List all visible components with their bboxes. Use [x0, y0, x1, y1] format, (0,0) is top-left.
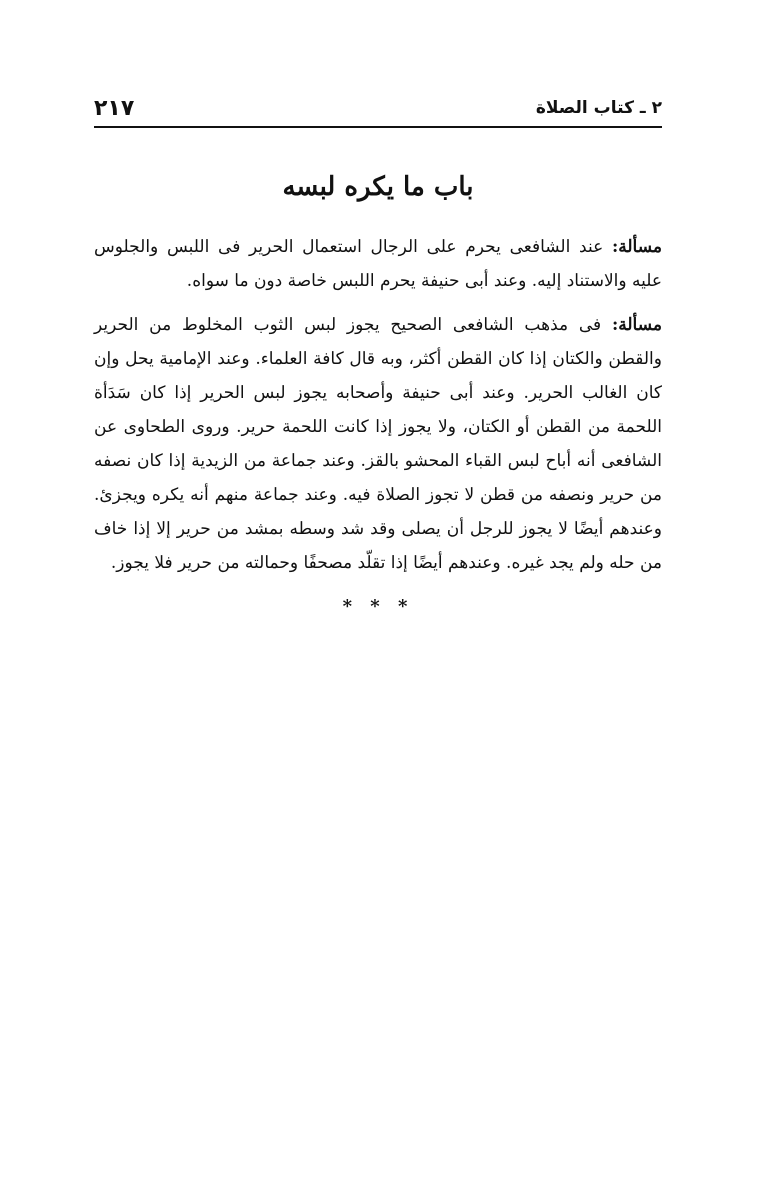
issue-label: مسألة: [611, 315, 662, 335]
section-end-marker: * * * [342, 596, 414, 617]
running-head [94, 88, 662, 128]
issue-label: مسألة: [611, 237, 663, 257]
issue-paragraph [94, 230, 662, 298]
chapter-title: ٢ ـ كتاب الصلاة [535, 98, 662, 118]
issue-paragraph [94, 308, 662, 580]
page-number: ٢١٧ [94, 96, 135, 121]
issue-text: فى مذهب الشافعى الصحيح يجوز لبس الثوب المخلوط من الحرير والقطن والكتان إذا كان القطن أكثر، وبه قال كافة العلماء. وعند الإمامية يحل وإن كان الغالب الحرير. وعند أبى حنيفة وأصحابه يجوز لبس الحرير إذا كان سَدَأة اللحمة من القطن أو الكتان، ولا يجوز إذا كانت اللحمة حرير. وروى الطحاوى عن الشافعى أنه أباح لبس القباء المحشو بالقز. وعند جماعة من الزيدية إذا كان نصفه من حرير ونصفه من قطن لا تجوز الصلاة فيه. وعند جماعة منهم أنه يكره ويجزئ. وعندهم أيضًا لا يجوز للرجل أن يصلى وقد شد وسطه بمشد من حرير إلا إذا خاف من حله ولم يجد غيره. وعندهم أيضًا إذا تقلّد مصحفًا وحمالته من حرير فلا يجوز. [94, 315, 662, 573]
issue-text: عند الشافعى يحرم على الرجال استعمال الحرير فى اللبس والجلوس عليه والاستناد إليه. وعند أبى حنيفة يحرم اللبس خاصة دون ما سواه. [94, 237, 662, 291]
body-text [94, 230, 662, 617]
section-title: باب ما يكره لبسه [282, 172, 474, 202]
